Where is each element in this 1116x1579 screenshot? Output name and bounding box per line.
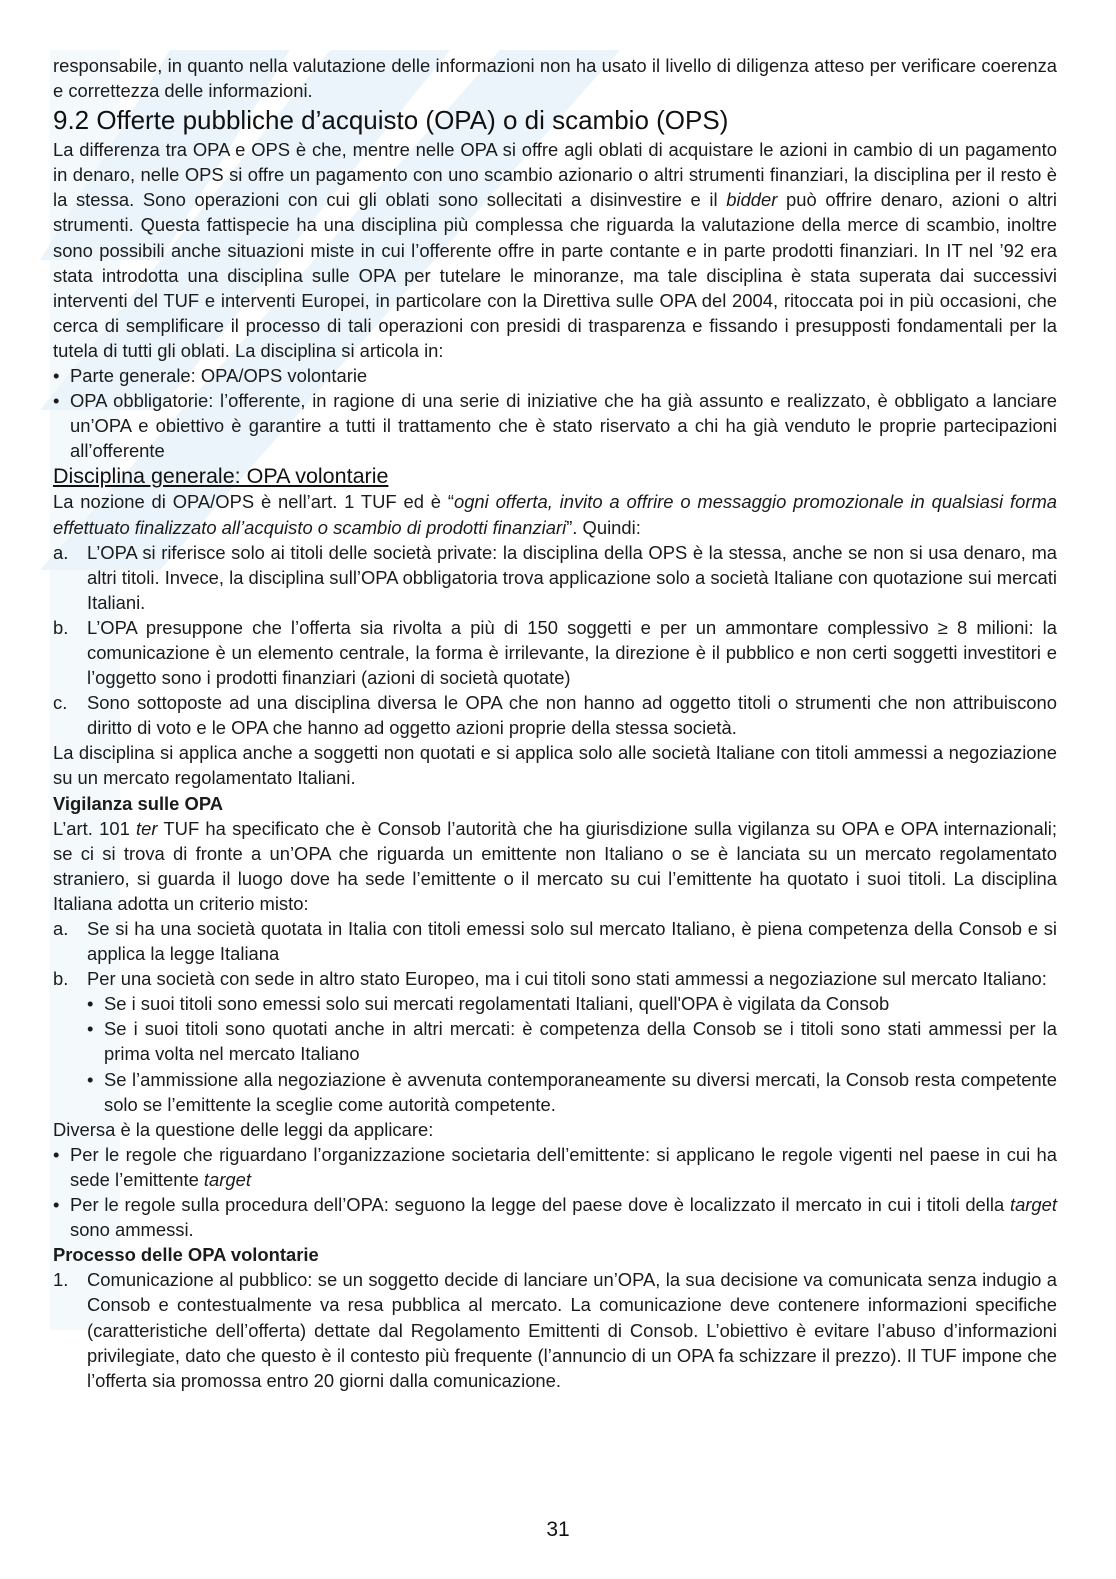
list-marker: b. bbox=[53, 968, 69, 990]
list-item bbox=[53, 363, 1057, 388]
list-item bbox=[53, 540, 1057, 615]
bullet-icon: • bbox=[87, 1018, 94, 1040]
list-item-text: Sono sottoposte ad una disciplina diversa le OPA che non hanno ad oggetto titoli o strumenti che non attribuiscono diritto di voto e le OPA che hanno ad oggetto azioni proprie della stessa società. bbox=[87, 692, 1057, 739]
list-marker: b. bbox=[53, 616, 69, 638]
bullet-icon: • bbox=[53, 1143, 60, 1165]
list-item-text: L’OPA presuppone che l’offerta sia rivolta a più di 150 soggetti e per un ammontare complessivo ≥ 8 milioni: la comunicazione è un elemento centrale, la forma è irrilevante, la direzione è il pubblico e non certi soggetti investitori e l’oggetto sono i prodotti finanziari (azioni di società quotate) bbox=[87, 616, 1057, 689]
text-run: La nozione di OPA/OPS è nell’art. 1 TUF ed è “ bbox=[53, 491, 454, 513]
bullet-list-leggi bbox=[53, 1142, 1057, 1242]
bullet-icon: • bbox=[53, 365, 60, 387]
list-item bbox=[53, 916, 1057, 966]
list-item bbox=[53, 1142, 1057, 1192]
text-run: TUF ha specificato che è Consob l’autorità che ha giurisdizione sulla vigilanza su OPA e OPA internazionali; se ci si trova di fronte a un’OPA che riguarda un emittente non Italiano o se è lanciata su un mercato regolamentato straniero, si guarda il luogo dove ha sede l’emittente o il mercato su cui l’emittente ha quotato i suoi titoli. La disciplina Italiana adotta un criterio misto: bbox=[53, 817, 1057, 914]
list-item bbox=[87, 1067, 1057, 1117]
page-number: 31 bbox=[546, 1518, 570, 1541]
list-item-text: Per una società con sede in altro stato Europeo, ma i cui titoli sono stati ammessi a negoziazione sul mercato Italiano: bbox=[87, 968, 1047, 990]
list-marker: 1. bbox=[53, 1269, 69, 1291]
bullet-icon: • bbox=[53, 390, 60, 412]
list-item bbox=[87, 991, 1057, 1016]
text-run: sono ammessi. bbox=[70, 1219, 194, 1241]
list-item bbox=[53, 690, 1057, 740]
bullet-list-discipline bbox=[53, 363, 1057, 463]
subsection-title: Disciplina generale: OPA volontarie bbox=[53, 464, 389, 489]
paragraph-applicazione: La disciplina si applica anche a soggetti non quotati e si applica solo alle società Italiane con titoli ammessi a negoziazione su un mercato regolamentato Italiani. bbox=[53, 742, 1057, 789]
list-item-text: Se i suoi titoli sono quotati anche in altri mercati: è competenza della Consob se i titoli sono stati ammessi per la prima volta nel mercato Italiano bbox=[104, 1018, 1057, 1065]
list-item bbox=[53, 966, 1057, 991]
bullet-icon: • bbox=[87, 993, 94, 1015]
text-run: L’art. 101 bbox=[53, 817, 137, 839]
list-marker: a. bbox=[53, 918, 69, 939]
heading-processo: Processo delle OPA volontarie bbox=[53, 1244, 319, 1266]
list-item-text bbox=[70, 1192, 1057, 1242]
list-item-text: Se l’ammissione alla negoziazione è avvenuta contemporaneamente su diversi mercati, la Consob resta competente solo se l’emittente la sceglie come autorità competente. bbox=[104, 1068, 1057, 1115]
bullet-icon: • bbox=[87, 1068, 94, 1090]
list-item-text: Se si ha una società quotata in Italia con titoli emessi solo sul mercato Italiano, è piena competenza della Consob e si applica la legge Italiana bbox=[87, 918, 1057, 965]
list-item-text: L’OPA si riferisce solo ai titoli delle società private: la disciplina della OPS è la stessa, anche se non si usa denaro, ma altri titoli. Invece, la disciplina sull’OPA obbligatoria trova applicazione solo a società Italiane con quotazione sui mercati Italiani. bbox=[87, 541, 1057, 613]
numbered-list-processo bbox=[53, 1267, 1057, 1392]
document-page bbox=[53, 53, 1057, 1393]
text-run: Per le regole sulla procedura dell’OPA: seguono la legge del paese dove è localizzato il mercato in cui i titoli della bbox=[70, 1194, 1010, 1216]
text-run: ”. Quindi: bbox=[566, 516, 641, 538]
list-item bbox=[53, 1192, 1057, 1242]
bullet-icon: • bbox=[53, 1194, 60, 1216]
text-run: Per le regole che riguardano l’organizzazione societaria dell’emittente: si applicano le regole vigenti nel paese in cui ha sede l’emittente bbox=[70, 1143, 1057, 1190]
alpha-list-vigilanza bbox=[53, 916, 1057, 1117]
paragraph-vigilanza bbox=[53, 816, 1057, 916]
text-run: può offrire denaro, azioni o altri strumenti. Questa fattispecie ha una disciplina più complessa che riguarda la valutazione della merce di scambio, inoltre sono possibili anche situazioni miste in cui l’offerente offre in parte contante e in parte prodotti finanziari. In IT nel ’92 era stata introdotta una disciplina sulle OPA per tutelare le minoranze, ma tale disciplina è stata superata dai successivi interventi del TUF e interventi Europei, in particolare con la Direttiva sulle OPA del 2004, ritoccata poi in più occasioni, che cerca di semplificare il processo di tali operazioni con presidi di trasparenza e fissando i presupposti fondamentali per la tutela di tutti gli oblati. La disciplina si articola in: bbox=[53, 189, 1057, 361]
sub-bullet-list bbox=[53, 991, 1057, 1116]
list-item-text: OPA obbligatorie: l’offerente, in ragione di una serie di iniziative che ha già assunto e realizzato, è obbligato a lanciare un’OPA e obiettivo è garantire a tutti il trattamento che è stato riservato a chi ha già venduto le proprie partecipazioni all’offerente bbox=[70, 390, 1057, 462]
italic-term: bidder bbox=[726, 189, 778, 211]
list-marker: c. bbox=[53, 692, 68, 714]
list-marker: a. bbox=[53, 541, 69, 563]
text-run: La differenza tra OPA e OPS è che, mentre nelle OPA si offre agli oblati di acquistare le azioni in cambio di un pagamento in denaro, nelle OPS si offre un pagamento con uno scambio azionario o altri strumenti finanziari, la disciplina per il resto è la stessa. Sono operazioni con cui gli oblati sono sollecitati a disinvestire e il bbox=[53, 139, 1057, 211]
italic-term: target bbox=[1009, 1194, 1057, 1216]
list-item-text: Comunicazione al pubblico: se un soggetto decide di lanciare un’OPA, la sua decisione va comunicata senza indugio a Consob e contestualmente va resa pubblica al mercato. La comunicazione deve contenere informazioni specifiche (caratteristiche dell’offerta) dettate dal Regolamento Emittenti di Consob. L’obiettivo è evitare l’abuso d’informazioni privilegiate, dato che questo è il contesto più frequente (l’annuncio di un OPA fa schizzare il prezzo). Il TUF impone che l’offerta sia promossa entro 20 giorni dalla comunicazione. bbox=[87, 1269, 1057, 1391]
paragraph-opa-ops bbox=[53, 137, 1057, 363]
paragraph-leggi: Diversa è la questione delle leggi da applicare: bbox=[53, 1118, 434, 1140]
list-item bbox=[53, 388, 1057, 463]
heading-vigilanza: Vigilanza sulle OPA bbox=[53, 792, 223, 814]
italic-quote: ogni offerta, invito a offrire o messaggio promozionale in qualsiasi forma effettuato finalizzato all’acquisto o scambio di prodotti finanziari bbox=[53, 491, 1057, 538]
italic-term: target bbox=[203, 1168, 251, 1190]
list-item-text: Se i suoi titoli sono emessi solo sui mercati regolamentati Italiani, quell'OPA è vigilata da Consob bbox=[104, 993, 890, 1015]
italic-term: ter bbox=[136, 817, 158, 839]
list-item-text bbox=[70, 1142, 1057, 1192]
list-item bbox=[53, 615, 1057, 690]
list-item-text: Parte generale: OPA/OPS volontarie bbox=[70, 365, 368, 387]
paragraph-nozione bbox=[53, 489, 1057, 539]
alpha-list-nozione bbox=[53, 540, 1057, 741]
list-item bbox=[53, 1267, 1057, 1392]
section-title: 9.2 Offerte pubbliche d’acquisto (OPA) o di scambio (OPS) bbox=[53, 105, 729, 136]
intro-paragraph: responsabile, in quanto nella valutazione delle informazioni non ha usato il livello di diligenza atteso per verificare coerenza e correttezza delle informazioni. bbox=[53, 55, 1057, 102]
list-item bbox=[87, 1016, 1057, 1066]
